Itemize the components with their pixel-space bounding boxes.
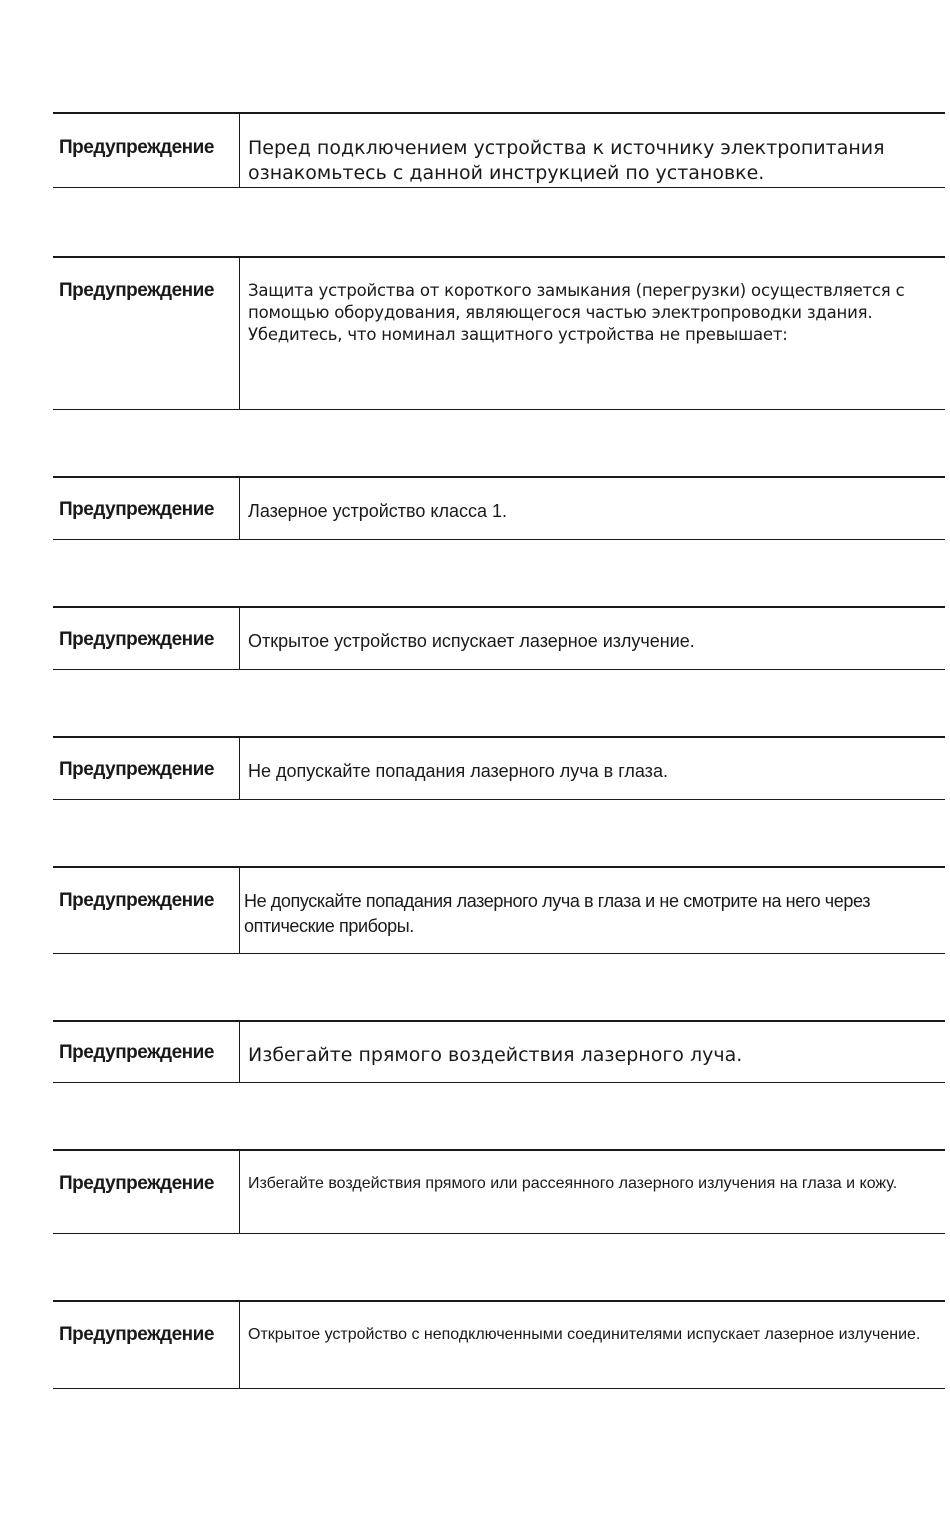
warning-label: Предупреждение — [53, 478, 240, 539]
warning-label: Предупреждение — [53, 258, 240, 409]
warning-block — [53, 1020, 945, 1083]
warning-text: Лазерное устройство класса 1. — [248, 501, 508, 521]
warning-block — [53, 1149, 945, 1234]
warning-text: Открытое устройство с неподключенными соединителями испускает лазерное излучение. — [248, 1326, 921, 1343]
warning-block — [53, 476, 945, 540]
warning-label: Предупреждение — [53, 1302, 240, 1388]
warning-label: Предупреждение — [53, 738, 240, 799]
warning-label: Предупреждение — [53, 608, 240, 669]
warning-block — [53, 112, 945, 188]
warning-block — [53, 256, 945, 410]
warning-text: Перед подключением устройства к источнику электропитания ознакомьтесь с данной инструкцией по установке. — [248, 137, 885, 184]
warning-label: Предупреждение — [53, 114, 240, 187]
warning-text: Не допускайте попадания лазерного луча в глаза и не смотрите на него через оптические приборы. — [244, 891, 871, 936]
warning-label: Предупреждение — [53, 1151, 240, 1233]
warning-text: Избегайте прямого воздействия лазерного луча. — [248, 1044, 743, 1066]
warning-text: Открытое устройство испускает лазерное излучение. — [248, 631, 695, 651]
warning-block — [53, 736, 945, 800]
warning-label: Предупреждение — [53, 1022, 240, 1082]
warning-text: Не допускайте попадания лазерного луча в глаза. — [248, 761, 668, 781]
warning-label: Предупреждение — [53, 868, 240, 953]
warning-block — [53, 1300, 945, 1389]
warning-text: Защита устройства от короткого замыкания (перегрузки) осуществляется с помощью оборудования, являющегося частью электропроводки здания. Убедитесь, что номинал защитного устройства не превышает: — [248, 281, 905, 344]
warning-block — [53, 606, 945, 670]
warning-block — [53, 866, 945, 954]
warning-text: Избегайте воздействия прямого или рассеянного лазерного излучения на глаза и кожу. — [248, 1175, 898, 1192]
